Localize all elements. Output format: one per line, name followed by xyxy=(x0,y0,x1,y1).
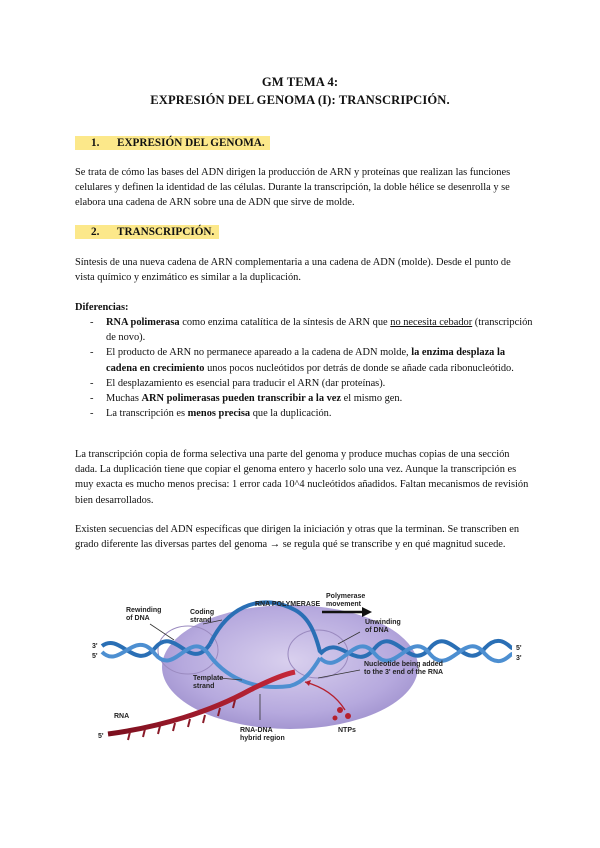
differences-list xyxy=(90,315,535,421)
label-unwinding-1: Unwinding xyxy=(365,619,401,626)
label-rna-polymerase: RNA POLYMERASE xyxy=(255,601,321,608)
list-item: - El producto de ARN no permanece apareado a la cadena de ADN molde, la enzima desplaza la cadena en crecimiento unos pocos nucleótidos por detrás de donde se añade cada ribonucleótido. xyxy=(90,347,514,374)
doc-title-line1: GM TEMA 4: xyxy=(261,75,339,89)
label-nucleotide-2: to the 3' end of the RNA xyxy=(364,669,444,676)
paragraph-dna-sequences: Existen secuencias del ADN específicas que dirigen la iniciación y otras que la terminan. Se transcriben en grado diferente las diversas partes del genoma → se regula qué se transcribe y en qué magnitud sucede. xyxy=(75,524,520,551)
label-end-5-rna: 5' xyxy=(98,733,104,740)
label-hybrid-1: RNA-DNA xyxy=(240,727,273,734)
label-coding-1: Coding xyxy=(190,609,215,616)
label-end-3-right: 3' xyxy=(516,655,522,662)
label-rewinding-1: Rewinding xyxy=(126,607,162,614)
label-polymerase-movement-2: movement xyxy=(326,601,362,608)
list-item: - RNA polimerasa como enzima catalítica de la síntesis de ARN que no necesita cebador (transcripción de novo). xyxy=(90,317,533,344)
section2-heading xyxy=(75,226,219,238)
label-polymerase-movement-1: Polymerase xyxy=(326,593,366,600)
paragraph-transcription-precision: La transcripción copia de forma selectiva una parte del genoma y produce muchas copias de una sección dada. La duplicación tiene que copiar el genoma entero y hacerlo solo una vez. Aunque la transcripción es muy exacta es mucho menos precisa: 1 error cada 10^4 nucleótidos añadidos. Faltan mecanismos de revisión bien desarrollados. xyxy=(75,449,529,506)
list-item: - La transcripción es menos precisa que la duplicación. xyxy=(90,408,332,420)
section2-title: TRANSCRIPCIÓN. xyxy=(117,226,215,238)
section1-paragraph: Se trata de cómo las bases del ADN dirigen la producción de ARN y proteínas que realizan las funciones celulares y definen la identidad de las células. Durante la transcripción, la doble hélice se desenrolla y se elabora una cadena de ARN sobre una de ADN que sirve de molde. xyxy=(75,167,511,209)
list-item: - Muchas ARN polimerasas pueden transcribir a la vez el mismo gen. xyxy=(90,393,403,405)
label-template-1: Template xyxy=(193,675,224,682)
label-template-2: strand xyxy=(193,683,215,690)
section1-number: 1. xyxy=(91,137,100,149)
label-ntps: NTPs xyxy=(338,727,356,734)
section1-title: EXPRESIÓN DEL GENOMA. xyxy=(117,137,265,149)
label-rna: RNA xyxy=(114,713,130,720)
polymerase-movement-arrowhead xyxy=(362,607,372,617)
label-unwinding-2: of DNA xyxy=(365,627,389,634)
label-end-5-left: 5' xyxy=(92,653,98,660)
section1-heading xyxy=(75,137,270,149)
label-end-3-left: 3' xyxy=(92,643,98,650)
label-coding-2: strand xyxy=(190,617,212,624)
transcription-figure xyxy=(90,582,530,808)
list-item: - El desplazamiento es esencial para traducir el ARN (dar proteínas). xyxy=(90,377,386,389)
doc-title-line2: EXPRESIÓN DEL GENOMA (I): TRANSCRIPCIÓN. xyxy=(150,93,450,107)
label-hybrid-2: hybrid region xyxy=(240,735,285,742)
section2-paragraph: Síntesis de una nueva cadena de ARN complementaria a una cadena de ADN (molde). Desde el punto de vista químico y enzimático es similar a la duplicación. xyxy=(75,257,511,284)
label-end-5-right: 5' xyxy=(516,645,522,652)
label-nucleotide-1: Nucleotide being added xyxy=(364,661,443,668)
differences-label: Diferencias: xyxy=(75,302,129,313)
label-rewinding-2: of DNA xyxy=(126,615,150,622)
section2-number: 2. xyxy=(91,226,100,238)
